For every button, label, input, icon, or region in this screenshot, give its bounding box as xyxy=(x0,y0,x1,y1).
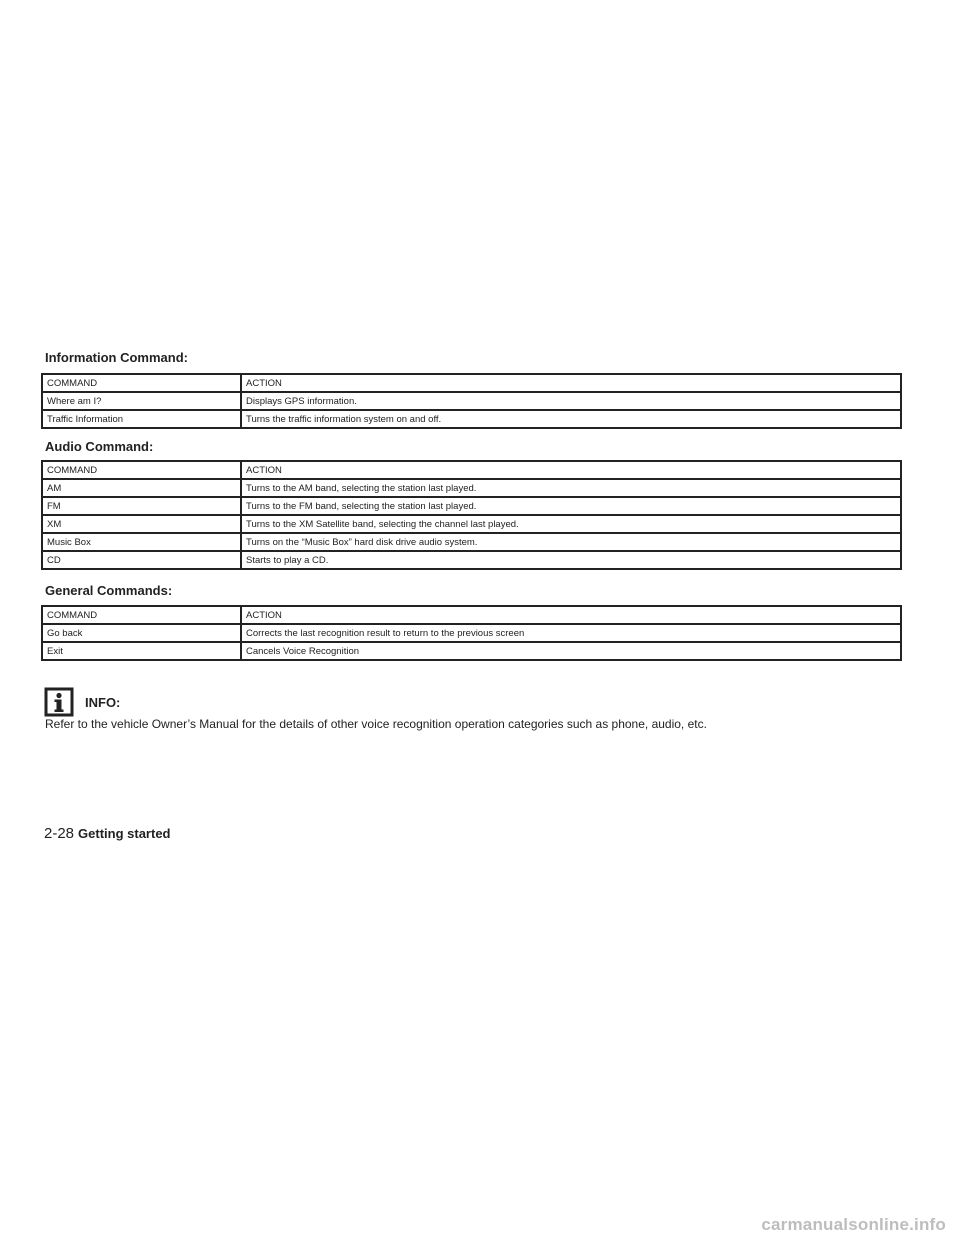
general-commands-table xyxy=(41,605,902,661)
action-cell: Cancels Voice Recognition xyxy=(241,642,901,660)
table-row xyxy=(42,410,901,428)
page-number: 2-28 xyxy=(44,825,75,842)
table-row xyxy=(42,515,901,533)
table-header-cell: ACTION xyxy=(246,609,282,621)
audio-command-table xyxy=(41,460,902,570)
page-footer xyxy=(44,825,171,843)
table-row xyxy=(42,533,901,551)
action-cell: Turns to the AM band, selecting the station last played. xyxy=(241,479,901,497)
table-header-cell: COMMAND xyxy=(42,461,241,479)
action-cell: Starts to play a CD. xyxy=(241,551,901,569)
general-commands-title: General Commands: xyxy=(45,583,173,598)
footer-section-title: Getting started xyxy=(78,826,171,841)
table-row xyxy=(42,624,901,642)
information-command-title: Information Command: xyxy=(45,350,188,365)
table-row xyxy=(42,497,901,515)
table-row xyxy=(42,642,901,660)
table-header-cell: ACTION xyxy=(246,377,282,389)
audio-command-title: Audio Command: xyxy=(45,439,154,454)
table-header-cell: ACTION xyxy=(246,464,282,476)
command-cell: Where am I? xyxy=(42,392,241,410)
command-cell: Traffic Information xyxy=(42,410,241,428)
command-cell: XM xyxy=(42,515,241,533)
action-cell: Turns the traffic information system on and off. xyxy=(241,410,901,428)
command-cell: Go back xyxy=(42,624,241,642)
action-cell: Turns to the XM Satellite band, selecting the channel last played. xyxy=(241,515,901,533)
info-label: INFO: xyxy=(85,695,121,710)
table-row xyxy=(42,479,901,497)
watermark: carmanualsonline.info xyxy=(761,1215,946,1234)
command-cell: CD xyxy=(42,551,241,569)
table-header-row xyxy=(42,461,901,479)
info-text: Refer to the vehicle Owner’s Manual for the details of other voice recognition operation categories such as phone, audio, etc. xyxy=(45,717,707,731)
command-cell: AM xyxy=(42,479,241,497)
table-header-cell: COMMAND xyxy=(42,606,241,624)
command-cell: FM xyxy=(42,497,241,515)
action-cell: Displays GPS information. xyxy=(241,392,901,410)
table-header-cell: COMMAND xyxy=(42,374,241,392)
info-icon xyxy=(44,687,74,717)
command-cell: Exit xyxy=(42,642,241,660)
action-cell: Corrects the last recognition result to return to the previous screen xyxy=(241,624,901,642)
table-row xyxy=(42,551,901,569)
command-cell: Music Box xyxy=(42,533,241,551)
information-command-table xyxy=(41,373,902,429)
table-header-row xyxy=(42,374,901,392)
action-cell: Turns to the FM band, selecting the station last played. xyxy=(241,497,901,515)
table-row xyxy=(42,392,901,410)
action-cell: Turns on the “Music Box” hard disk drive audio system. xyxy=(241,533,901,551)
table-header-row xyxy=(42,606,901,624)
